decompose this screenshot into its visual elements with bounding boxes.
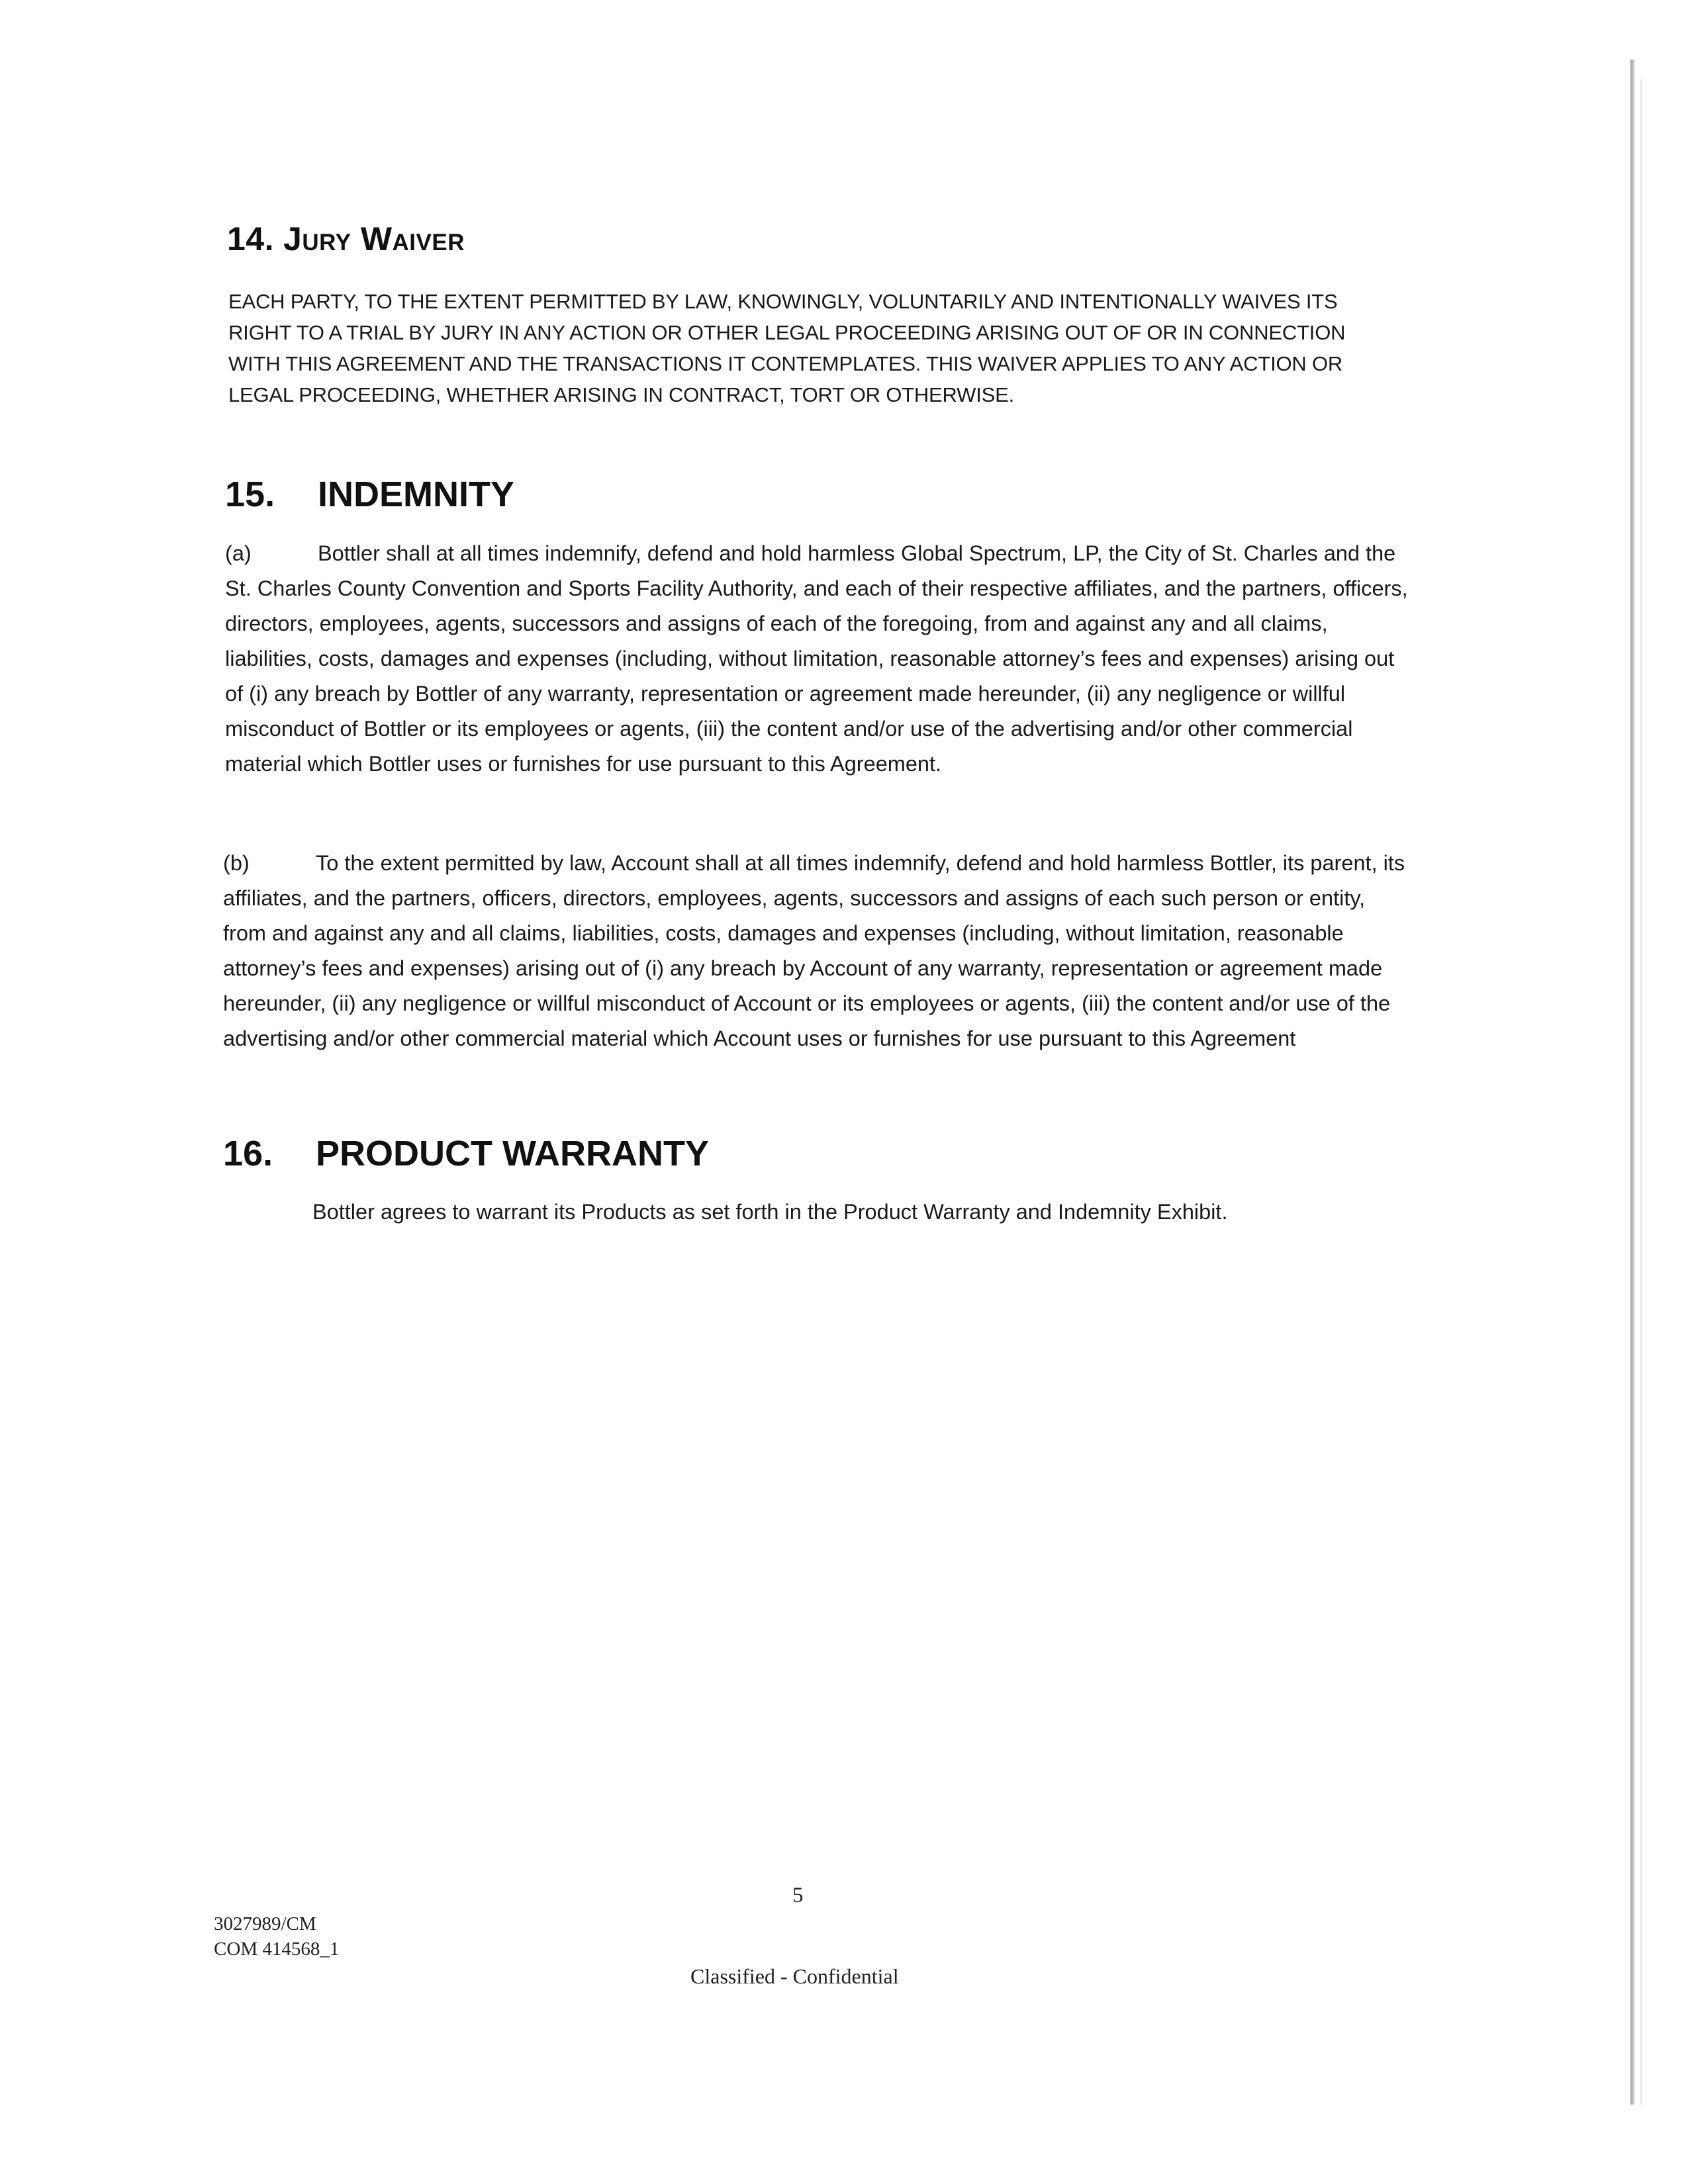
paragraph-text: To the extent permitted by law, Account shall at all times indemnify, defend and hold harmless Bottler, its parent, its affiliates, and the partners, officers, directors, employees, agents, successors and assigns of each such person or entity, from and against any and all claims, liabilities, costs, damages and expenses (including, without limitation, reasonable attorney’s fees and expenses) arising out of (i) any breach by Account of any warranty, representation or agreement made hereunder, (ii) any negligence or willful misconduct of Account or its employees or agents, (iii) the content and/or use of the advertising and/or other commercial material which Account uses or furnishes for use pursuant to this Agreement [223, 851, 1405, 1050]
section-title: Jury Waiver [283, 220, 465, 257]
section-16-paragraph: Bottler agrees to warrant its Products as set forth in the Product Warranty and Indemnity Exhibit. [312, 1200, 1228, 1224]
paragraph-label: (a) [225, 541, 252, 565]
section-number: 16. [223, 1134, 273, 1173]
section-14-paragraph: EACH PARTY, TO THE EXTENT PERMITTED BY LAW, KNOWINGLY, VOLUNTARILY AND INTENTIONALLY WAIVES ITS RIGHT TO A TRIAL BY JURY IN ANY ACTION OR OTHER LEGAL PROCEEDING ARISING OUT OF OR IN CONNECTION WITH THIS AGREEMENT AND THE TRANSACTIONS IT CONTEMPLATES. THIS WAIVER APPLIES TO ANY ACTION OR LEGAL PROCEEDING, WHETHER ARISING IN CONTRACT, TORT OR OTHERWISE. [228, 290, 1346, 406]
section-14-heading [227, 220, 465, 258]
paragraph-text: Bottler shall at all times indemnify, defend and hold harmless Global Spectrum, LP, the City of St. Charles and the St. Charles County Convention and Sports Facility Authority, and each of their respective affiliates, and the partners, officers, directors, employees, agents, successors and assigns of each of the foregoing, from and against any and all claims, liabilities, costs, damages and expenses (including, without limitation, reasonable attorney’s fees and expenses) arising out of (i) any breach by Bottler of any warranty, representation or agreement made hereunder, (ii) any negligence or willful misconduct of Bottler or its employees or agents, (iii) the content and/or use of the advertising and/or other commercial material which Bottler uses or furnishes for use pursuant to this Agreement. [225, 541, 1408, 776]
page-number: 5 [792, 1884, 804, 1907]
scan-edge-shadow [1630, 60, 1635, 2105]
section-title: INDEMNITY [318, 475, 514, 514]
document-reference-line-2: COM 414568_1 [214, 1938, 340, 1960]
document-reference [214, 1911, 339, 1962]
section-16-heading [223, 1133, 709, 1174]
section-15b-paragraph [223, 846, 1408, 1056]
section-15a-paragraph [225, 536, 1410, 782]
paragraph-label: (b) [223, 851, 250, 875]
section-number: 14. [227, 220, 275, 257]
section-number: 15. [225, 475, 275, 514]
classification-label: Classified - Confidential [690, 1964, 899, 1988]
section-15-heading [225, 474, 514, 515]
section-title: PRODUCT WARRANTY [316, 1134, 709, 1173]
document-reference-line-1: 3027989/CM [214, 1913, 316, 1934]
scan-edge-line [1640, 79, 1642, 2105]
